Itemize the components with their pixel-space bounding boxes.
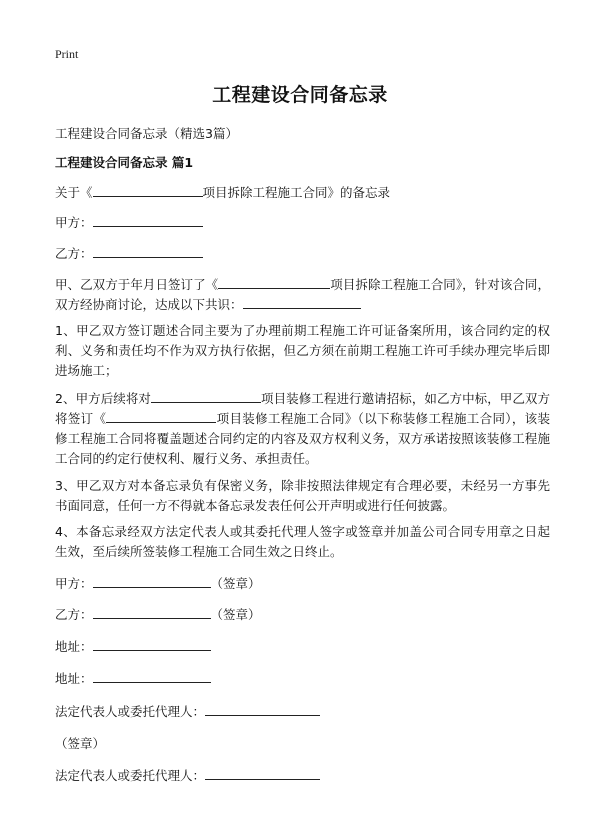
party-b-label: 乙方：: [55, 246, 93, 261]
party-b-blank: [93, 244, 203, 258]
item2-blank-2: [106, 409, 216, 423]
address-1-label: 地址：: [55, 639, 93, 654]
rep-2-blank: [205, 766, 320, 780]
rep-1-blank: [205, 702, 320, 716]
representative-2: [55, 766, 555, 784]
item2-mid1: 项目装修工程进行邀请招标，如乙方中标，甲乙双方将签订《: [55, 391, 550, 426]
sign-party-a-seal: （签章）: [210, 576, 261, 591]
intro-blank: [93, 183, 203, 197]
sign-party-a: [55, 574, 555, 592]
rep-2-label: 法定代表人或委托代理人：: [55, 768, 206, 783]
section-heading: 工程建设合同备忘录 篇1: [55, 155, 194, 170]
address-2-blank: [93, 669, 211, 683]
intro-pre: 关于《: [55, 185, 93, 200]
sign-party-a-blank: [93, 574, 211, 588]
intro-post: 项目拆除工程施工合同》的备忘录: [202, 185, 391, 200]
party-a-blank: [93, 213, 203, 227]
sign-party-b-seal: （签章）: [210, 607, 261, 622]
seal-standalone: （签章）: [55, 736, 106, 751]
sign-party-b-label: 乙方：: [55, 607, 93, 622]
item2-mid2: 项目装修工程施工合同》（以下称装修工程施工合同），该装修工程施工合同将覆盖题述合同约定的内容及双方权利义务，双方承诺按照该装修工程施工合同的约定行使权利、履行义务、承担责任。: [55, 411, 550, 466]
sign-party-a-label: 甲方：: [55, 576, 93, 591]
item-1: 1、甲乙双方签订题述合同主要为了办理前期工程施工许可证备案所用，该合同约定的权利、义务和责任均不作为双方执行依据，但乙方须在前期工程施工许可手续办理完毕后即进场施工；: [55, 323, 550, 378]
rep-1-label: 法定代表人或委托代理人：: [55, 704, 206, 719]
sign-party-b-blank: [93, 605, 211, 619]
item-3: 3、甲乙双方对本备忘录负有保密义务，除非按照法律规定有合理必要，未经另一方事先书面同意，任何一方不得就本备忘录发表任何公开声明或进行任何披露。: [55, 478, 550, 513]
party-a-line: [55, 213, 555, 231]
para1-pre: 甲、乙双方于年月日签订了《: [55, 277, 219, 292]
sign-party-b: [55, 605, 555, 623]
document-subtitle: 工程建设合同备忘录（精选3篇）: [55, 126, 238, 141]
item2-pre: 2、甲方后续将对: [55, 391, 151, 406]
address-1: [55, 637, 555, 655]
para1-mid: 项目拆除工程施工合同》，针对该合同，双方经协商讨论，达成以下共识：: [55, 277, 550, 312]
representative-1: [55, 702, 555, 720]
item-2: [55, 389, 550, 469]
item2-blank-1: [151, 389, 261, 403]
para1-blank-1: [218, 275, 330, 289]
document-title: 工程建设合同备忘录: [212, 84, 388, 106]
paragraph-1: [55, 275, 550, 315]
item-4: 4、本备忘录经双方法定代表人或其委托代理人签字或签章并加盖公司合同专用章之日起生效，至后续所签装修工程施工合同生效之日终止。: [55, 524, 550, 559]
address-1-blank: [93, 637, 211, 651]
address-2-label: 地址：: [55, 671, 93, 686]
para1-blank-2: [243, 295, 361, 309]
print-link[interactable]: Print: [55, 47, 79, 61]
party-b-line: [55, 244, 555, 262]
address-2: [55, 669, 555, 687]
intro-line: [55, 183, 555, 201]
party-a-label: 甲方：: [55, 215, 93, 230]
